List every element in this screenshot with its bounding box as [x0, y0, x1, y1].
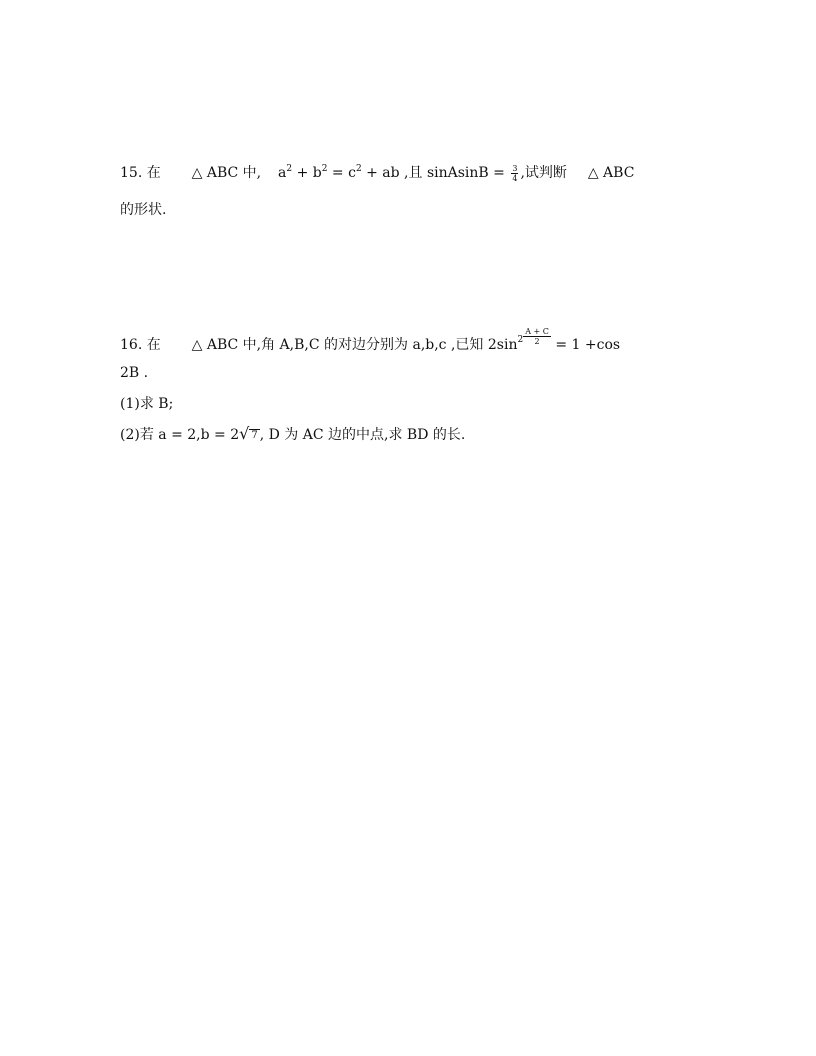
exponent: 2 [517, 335, 524, 345]
problem-16-part-2 [120, 424, 465, 444]
problem-15-triangle: △ ABC [587, 165, 635, 181]
problem-16-text: △ ABC 中,角 A,B,C 的对边分别为 a,b,c ,已知 2sin [191, 337, 518, 353]
radicand: 7 [251, 430, 258, 441]
problem-16-number: 16. 在 [120, 337, 161, 353]
problem-15-number: 15. 在 [120, 165, 161, 181]
square-root [239, 424, 260, 445]
problem-15-line-1 [120, 163, 634, 183]
fraction [523, 327, 551, 346]
fraction-numerator: A + C [525, 327, 549, 336]
fraction-numerator: 3 [512, 163, 518, 173]
fraction-denominator: 4 [512, 173, 518, 183]
problem-15-line-2: 的形状. [120, 202, 167, 218]
fraction-denominator: 2 [534, 337, 540, 346]
problem-16-part-1: (1)求 B; [120, 396, 174, 412]
part-2-tail: , D 为 AC 边的中点,求 BD 的长. [259, 427, 466, 443]
math-a: a [278, 165, 287, 181]
problem-16-line-1 [120, 327, 621, 353]
math-plus-b: + b [292, 165, 322, 181]
math-text: = 1 +cos [550, 337, 621, 353]
exponent: 2 [286, 164, 293, 174]
problem-15-text: △ ABC 中, [191, 165, 262, 181]
problem-16-line-2: 2B . [120, 365, 149, 381]
exponent: 2 [355, 164, 362, 174]
fraction [511, 164, 518, 183]
math-text: + ab ,且 sinAsinB = [361, 165, 510, 181]
problem-15-tail: ,试判断 [520, 165, 567, 181]
exponent: 2 [321, 164, 328, 174]
part-2-text: (2)若 a = 2,b = 2 [120, 427, 240, 443]
math-eq-c: = c [327, 165, 356, 181]
radical-icon: √ [239, 424, 250, 443]
